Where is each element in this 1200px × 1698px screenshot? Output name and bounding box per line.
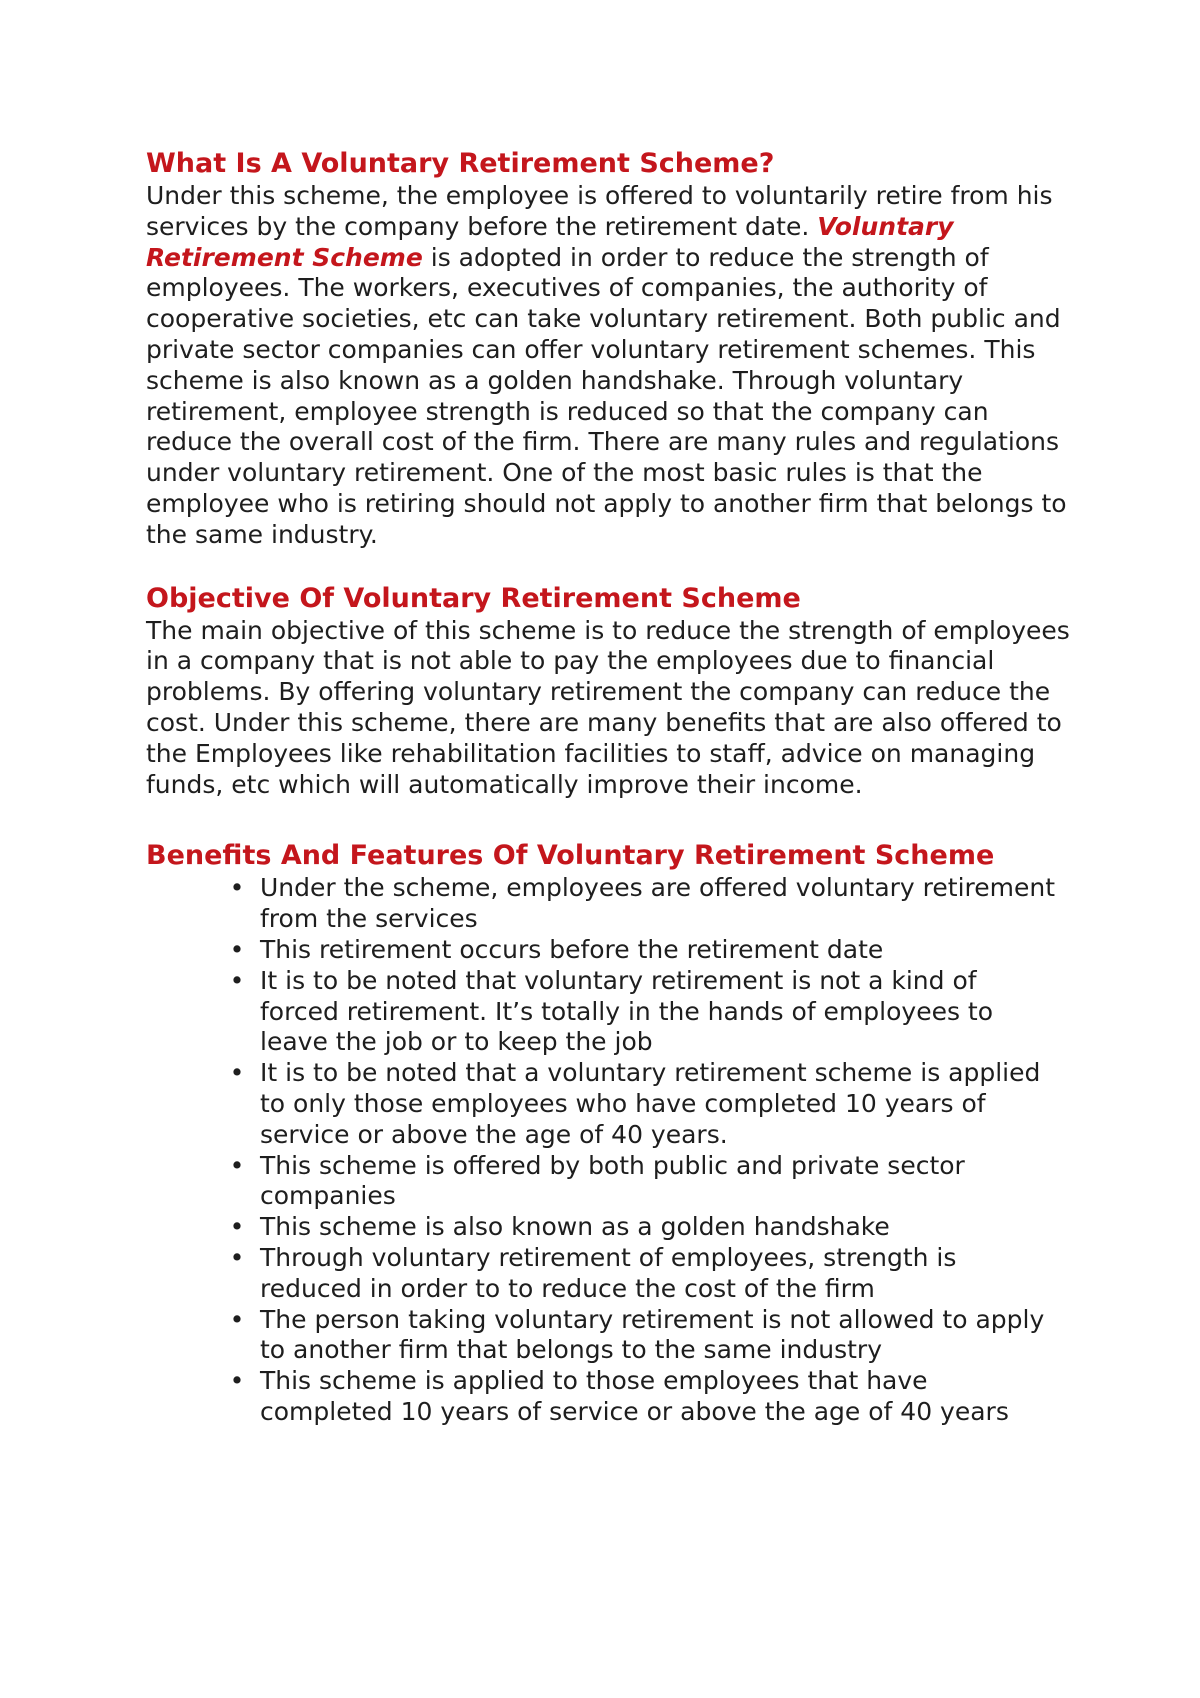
list-item-text: This scheme is also known as a golden handshake: [260, 1212, 890, 1242]
list-item-text: It is to be noted that voluntary retirement is not a kind of forced retirement. It’s totally in the hands of employees to leave the job or to keep the job: [260, 965, 994, 1057]
benefits-list: [229, 873, 1060, 1427]
paragraph-text: is adopted in order to reduce the strength of employees. The workers, executives of companies, the authority of cooperative societies, etc can take voluntary retirement. Both public and private sector companies can offer voluntary retirement schemes. This scheme is also known as a golden handshake. Through voluntary retirement, employee strength is reduced so that the company can reduce the overall cost of the firm. There are many rules and regulations under voluntary retirement. One of the most basic rules is that the employee who is retiring should not apply to another firm that belongs to the same industry.: [146, 242, 1067, 549]
list-item: [229, 873, 1060, 935]
list-item-text: This scheme is applied to those employees that have completed 10 years of service or above the age of 40 years: [260, 1366, 1009, 1426]
section-heading: What Is A Voluntary Retirement Scheme?: [146, 148, 775, 179]
list-item: [229, 1150, 1060, 1213]
document-page: [146, 146, 1076, 1428]
section-heading: Benefits And Features Of Voluntary Retirement Scheme: [146, 840, 995, 872]
list-item-text: Through voluntary retirement of employees, strength is reduced in order to to reduce the cost of the firm: [260, 1242, 957, 1303]
bullet-icon: •: [229, 965, 245, 995]
bullet-icon: •: [229, 1058, 245, 1088]
bullet-icon: •: [229, 873, 245, 903]
list-item-text: It is to be noted that a voluntary retirement scheme is applied to only those employees who have completed 10 years of service or above the age of 40 years.: [260, 1058, 1041, 1149]
bullet-icon: •: [229, 1212, 245, 1242]
section-heading: Objective Of Voluntary Retirement Scheme: [146, 582, 801, 614]
list-item: [229, 1058, 1060, 1150]
paragraph-text: Under this scheme, the employee is offered to voluntarily retire from his services by the company before the retirement date.: [146, 181, 1053, 241]
section-paragraph: [146, 181, 1076, 551]
section-what-is-vrs: [146, 146, 1076, 551]
bullet-icon: •: [229, 934, 245, 964]
bullet-icon: •: [229, 1304, 245, 1334]
list-item: [229, 1304, 1060, 1367]
section-objective: [146, 581, 1076, 801]
list-item-text: Under the scheme, employees are offered voluntary retirement from the services: [260, 873, 1056, 934]
list-item-text: This scheme is offered by both public and private sector companies: [260, 1150, 965, 1211]
list-item: [229, 1242, 1060, 1305]
list-item: [229, 1212, 1060, 1243]
list-item: [229, 934, 1060, 966]
list-item-text: The person taking voluntary retirement is not allowed to apply to another firm that belongs to the same industry: [260, 1304, 1045, 1365]
emphasized-term: Voluntary Retirement Scheme: [146, 211, 954, 272]
bullet-icon: •: [229, 1366, 245, 1396]
list-item-text: This retirement occurs before the retirement date: [260, 934, 884, 964]
bullet-icon: •: [229, 1242, 245, 1272]
section-paragraph: The main objective of this scheme is to reduce the strength of employees in a company that is not able to pay the employees due to financial problems. By offering voluntary retirement the company can reduce the cost. Under this scheme, there are many benefits that are also offered to the Employees like rehabilitation facilities to staff, advice on managing funds, etc which will automatically improve their income.: [146, 615, 1070, 799]
list-item: [229, 965, 1060, 1058]
bullet-icon: •: [229, 1150, 245, 1180]
list-item: [229, 1366, 1060, 1428]
section-benefits-features: [146, 838, 1076, 1427]
